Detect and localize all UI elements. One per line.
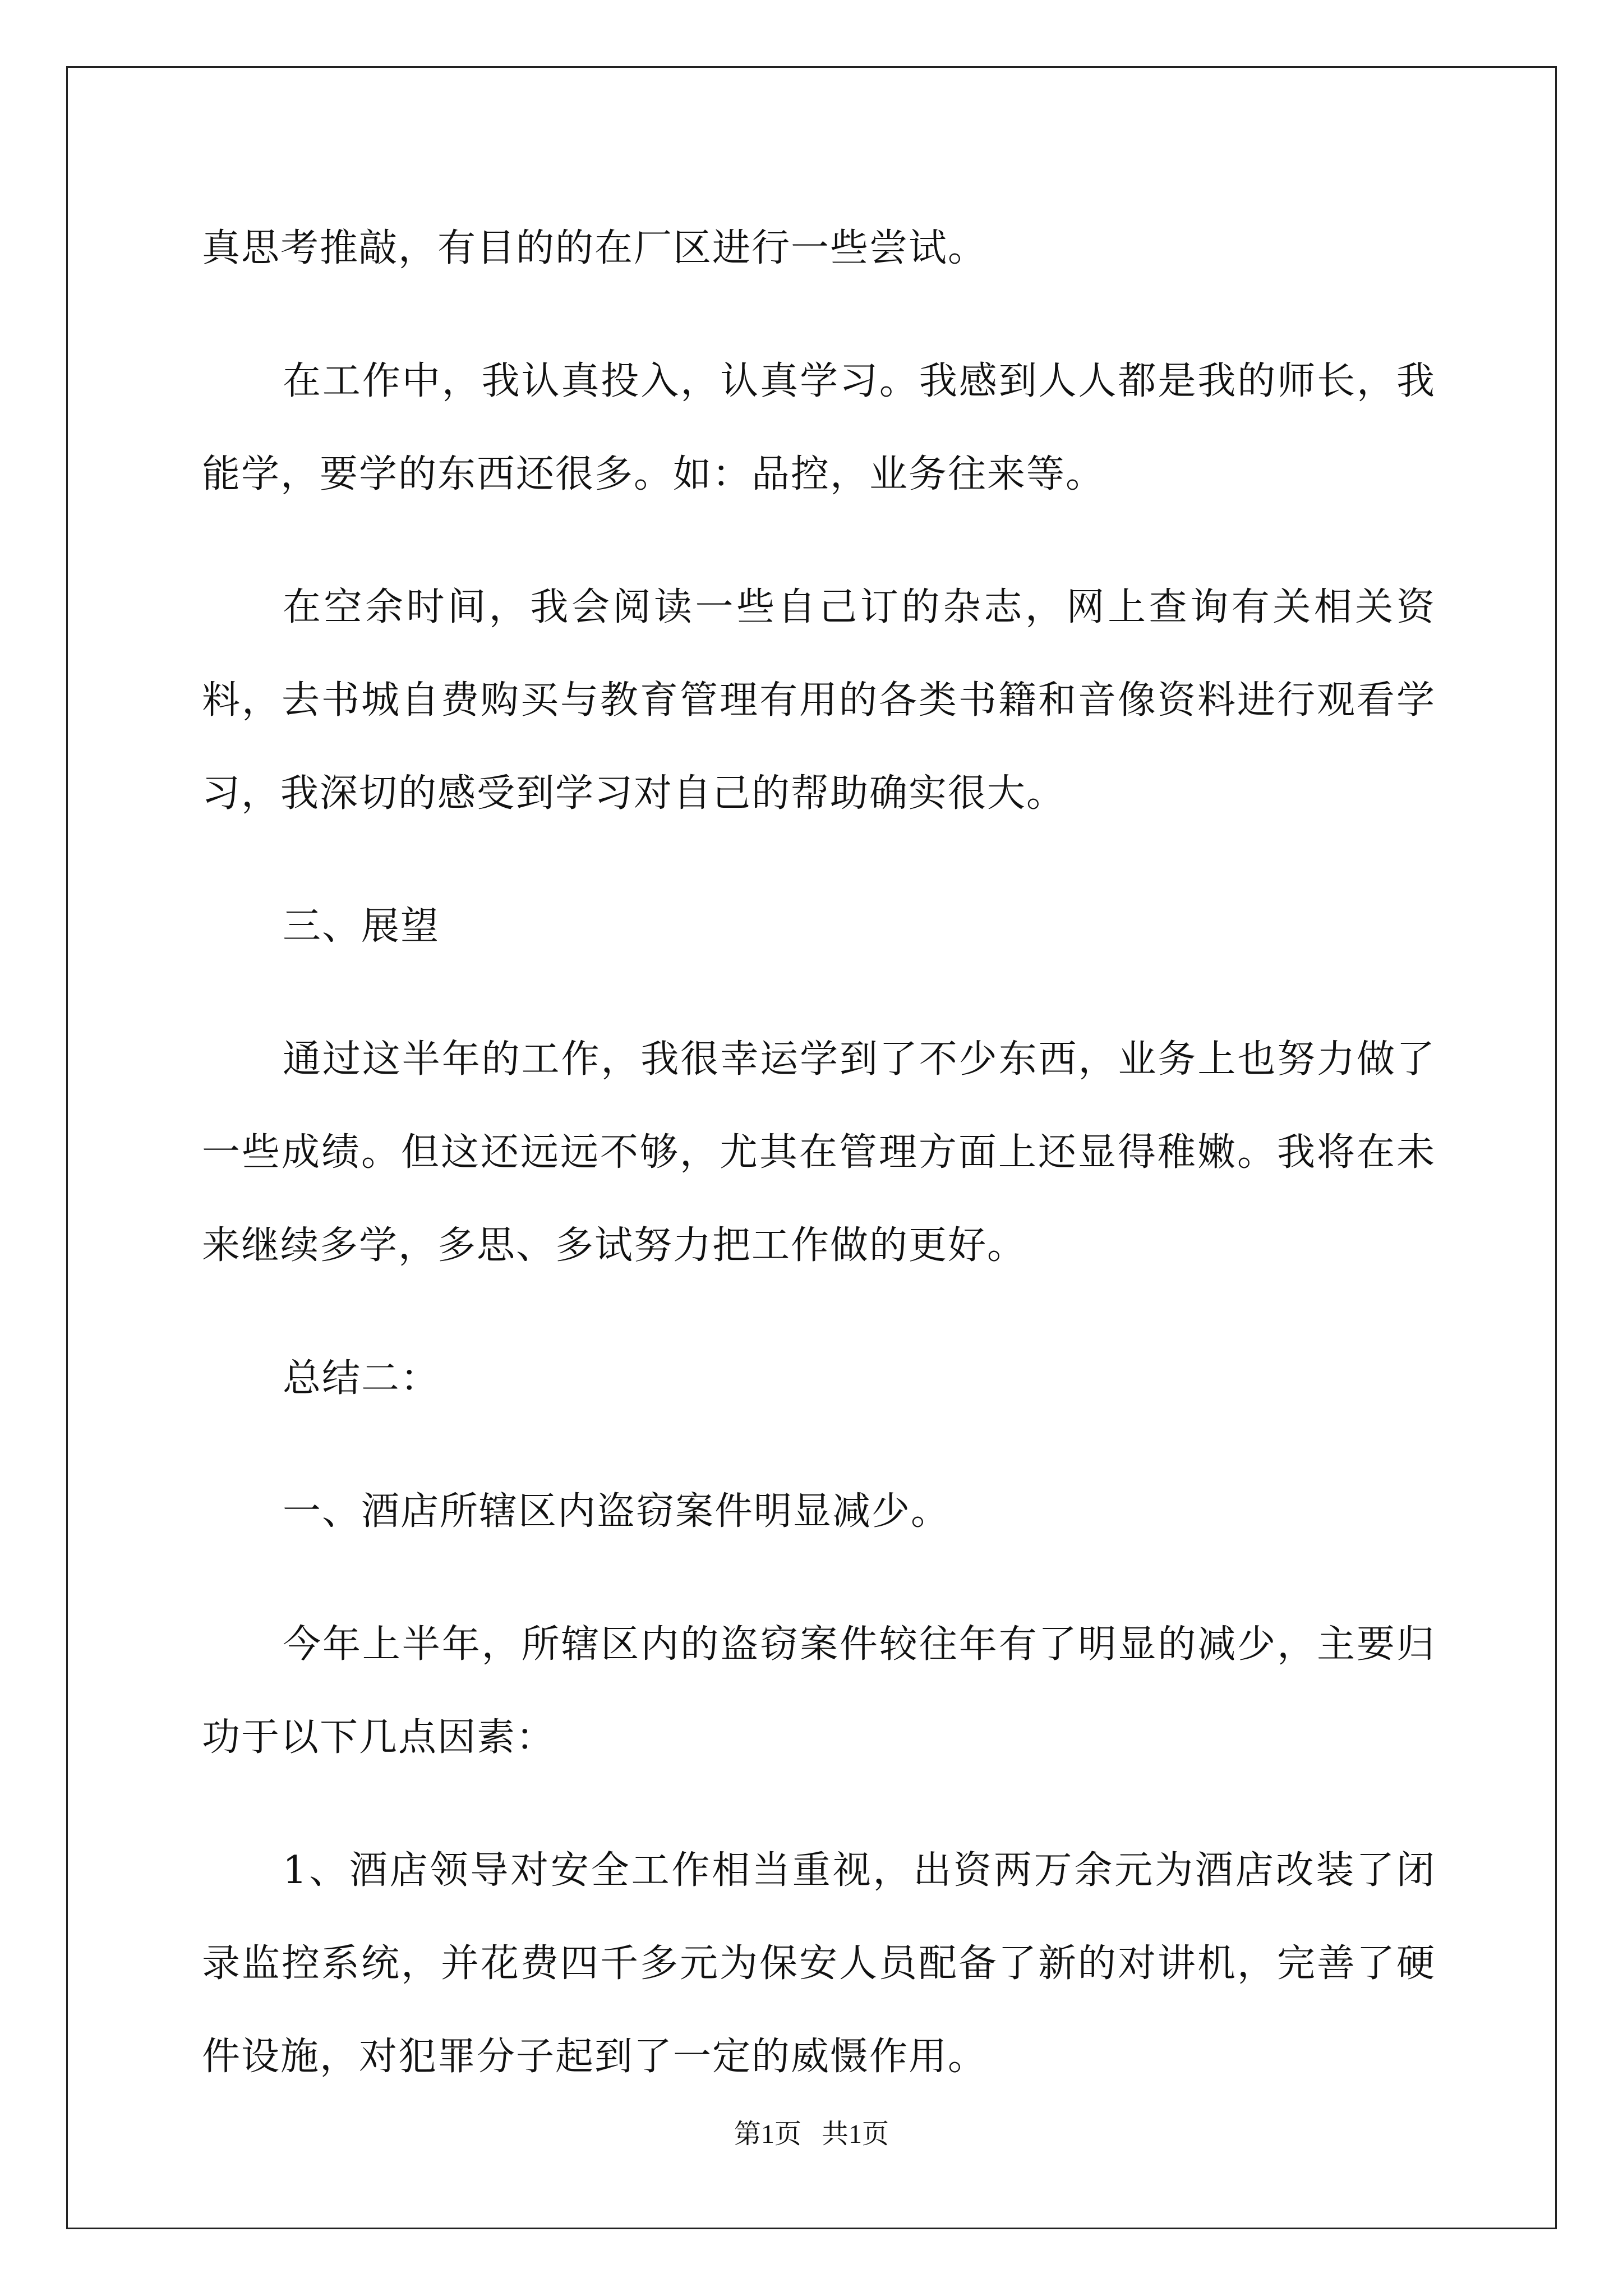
paragraph-spare-time: 在空余时间，我会阅读一些自己订的杂志，网上查询有关相关资料，去书城自费购买与教育管理有用的各类书籍和音像资料进行观看学习，我深切的感受到学习对自己的帮助确实很大。 [202, 585, 1436, 816]
paragraph-outlook: 通过这半年的工作，我很幸运学到了不少东西，业务上也努力做了一些成绩。但这还远远不够，尤其在管理方面上还显得稚嫩。我将在未来继续多学，多思、多试努力把工作做的更好。 [202, 1037, 1436, 1268]
paragraph-work-study: 在工作中，我认真投入，认真学习。我感到人人都是我的师长，我能学，要学的东西还很多。如：品控，业务往来等。 [202, 359, 1436, 496]
heading-outlook: 三、展望 [283, 904, 440, 949]
heading-summary-two: 总结二： [283, 1356, 440, 1401]
page-footer: 第1页 共1页 [734, 2119, 889, 2149]
heading-theft-decrease: 一、酒店所辖区内盗窃案件明显减少。 [283, 1489, 951, 1534]
document-body [202, 202, 1436, 2143]
paragraph-point-one: 1、酒店领导对安全工作相当重视，出资两万余元为酒店改装了闭录监控系统，并花费四千多元为保安人员配备了新的对讲机，完善了硬件设施，对犯罪分子起到了一定的威慑作用。 [202, 1848, 1436, 2079]
paragraph-theft-decrease: 今年上半年，所辖区内的盗窃案件较往年有了明显的减少，主要归功于以下几点因素： [202, 1622, 1436, 1760]
paragraph-continuation: 真思考推敲，有目的的在厂区进行一些尝试。 [202, 226, 988, 270]
